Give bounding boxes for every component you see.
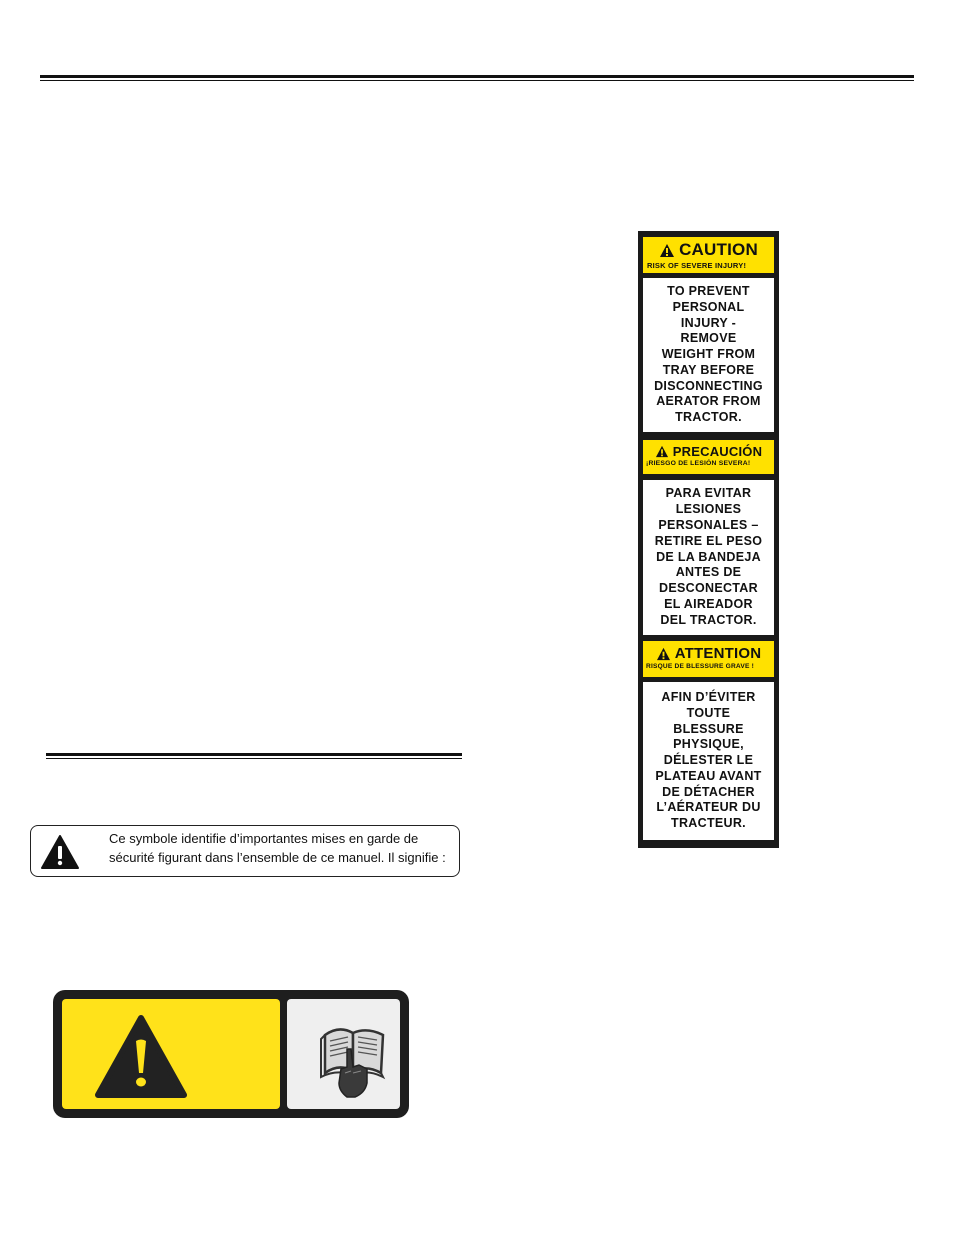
warning-panel [62,999,280,1109]
attention-header [643,641,774,677]
safety-symbol-text [109,829,454,867]
top-rule [40,75,914,81]
precaucion-subtitle: ¡RIESGO DE LESIÓN SEVERA! [646,460,751,467]
attention-message-panel [643,682,774,840]
precaucion-message: PARA EVITAR LESIONES PERSONALES – RETIRE EL PESO DE LA BANDEJA ANTES DE DESCONECTAR EL AIREADOR DEL TRACTOR. [654,486,763,627]
read-manual-icon [287,999,400,1109]
caution-subtitle: RISK OF SEVERE INJURY! [647,261,747,270]
precaucion-title: PRECAUCIÓN [672,444,763,459]
warning-triangle-icon [62,999,280,1109]
attention-title: ATTENTION [674,645,762,662]
caution-header [643,237,774,273]
caution-title: CAUTION [679,240,758,259]
warning-triangle-icon [655,445,669,458]
attention-message: AFIN D’ÉVITER TOUTE BLESSURE PHYSIQUE, DÉLESTER LE PLATEAU AVANT DE DÉTACHER L’AÉRATEUR DU TRACTEUR. [655,689,762,831]
section-rule [46,753,462,759]
read-manual-panel [287,999,400,1109]
caution-decal [638,231,779,848]
attention-subtitle: RISQUE DE BLESSURE GRAVE ! [646,663,755,670]
safety-symbol-note [30,825,460,877]
safety-symbol-line-2: sécurité figurant dans l’ensemble de ce manuel. Il signifie : [109,850,446,865]
warning-triangle-icon [659,243,675,258]
caution-message: TO PREVENT PERSONAL INJURY - REMOVE WEIGHT FROM TRAY BEFORE DISCONNECTING AERATOR FROM TRACTOR. [654,283,763,425]
safety-symbol-line-1: Ce symbole identifie d’importantes mises en garde de [109,831,419,846]
caution-message-panel [643,278,774,432]
precaucion-message-panel [643,480,774,635]
warning-read-manual-decal [53,990,409,1118]
warning-triangle-icon [656,647,671,661]
precaucion-header [643,440,774,474]
warning-triangle-icon [40,834,80,870]
